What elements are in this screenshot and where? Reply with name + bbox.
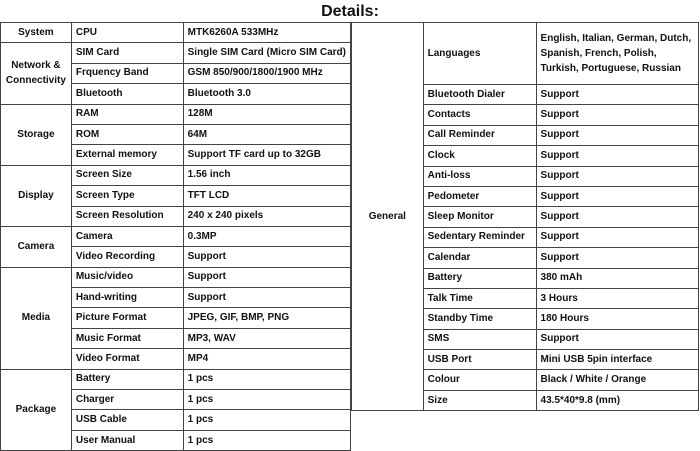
- spec-value: Support: [536, 329, 698, 349]
- spec-key: External memory: [71, 145, 183, 165]
- spec-key: Camera: [71, 226, 183, 246]
- spec-value: Black / White / Orange: [536, 370, 698, 390]
- spec-key: Clock: [423, 146, 536, 166]
- table-row: [1, 226, 351, 246]
- spec-value: 1 pcs: [183, 410, 350, 430]
- spec-key: User Manual: [71, 430, 183, 450]
- spec-key: SIM Card: [71, 43, 183, 63]
- spec-value: JPEG, GIF, BMP, PNG: [183, 308, 350, 328]
- spec-key: CPU: [71, 23, 183, 43]
- spec-key: Hand-writing: [71, 288, 183, 308]
- spec-key: Music/video: [71, 267, 183, 287]
- spec-value: Mini USB 5pin interface: [536, 350, 698, 370]
- table-row: [1, 267, 351, 287]
- spec-key: Colour: [423, 370, 536, 390]
- spec-key: USB Cable: [71, 410, 183, 430]
- spec-value: Support: [536, 248, 698, 268]
- table-row: [1, 43, 351, 63]
- spec-key: Picture Format: [71, 308, 183, 328]
- spec-key: Call Reminder: [423, 125, 536, 145]
- spec-key: Size: [423, 390, 536, 410]
- spec-value: 240 x 240 pixels: [183, 206, 350, 226]
- group-label: Media: [1, 267, 72, 369]
- spec-key: Video Format: [71, 349, 183, 369]
- group-label: Display: [1, 165, 72, 226]
- table-row: [1, 104, 351, 124]
- spec-value: 1 pcs: [183, 390, 350, 410]
- spec-key: Talk Time: [423, 288, 536, 308]
- spec-value: 0.3MP: [183, 226, 350, 246]
- spec-value: GSM 850/900/1800/1900 MHz: [183, 63, 350, 83]
- spec-value: Support: [536, 227, 698, 247]
- spec-key: Standby Time: [423, 309, 536, 329]
- spec-key: Calendar: [423, 248, 536, 268]
- table-row: [1, 165, 351, 185]
- spec-key: Sleep Monitor: [423, 207, 536, 227]
- spec-key: Screen Size: [71, 165, 183, 185]
- spec-key: Music Format: [71, 328, 183, 348]
- page-title: Details:: [321, 3, 379, 20]
- spec-value: Support: [183, 267, 350, 287]
- spec-key: RAM: [71, 104, 183, 124]
- spec-value: English, Italian, German, Dutch, Spanish, French, Polish, Turkish, Portuguese, Russian: [536, 23, 698, 85]
- spec-key: Sedentary Reminder: [423, 227, 536, 247]
- table-row: [1, 369, 351, 389]
- spec-value: MP4: [183, 349, 350, 369]
- spec-value: 64M: [183, 124, 350, 144]
- spec-value: 128M: [183, 104, 350, 124]
- spec-value: 3 Hours: [536, 288, 698, 308]
- spec-key: Battery: [71, 369, 183, 389]
- spec-value: Support TF card up to 32GB: [183, 145, 350, 165]
- spec-key: Charger: [71, 390, 183, 410]
- spec-key: Anti-loss: [423, 166, 536, 186]
- spec-key: Bluetooth: [71, 84, 183, 104]
- spec-key: Screen Resolution: [71, 206, 183, 226]
- spec-value: Support: [536, 207, 698, 227]
- table-row: [1, 23, 351, 43]
- spec-value: 1.56 inch: [183, 165, 350, 185]
- spec-value: MTK6260A 533MHz: [183, 23, 350, 43]
- spec-key: Pedometer: [423, 186, 536, 206]
- spec-key: Battery: [423, 268, 536, 288]
- spec-key: Contacts: [423, 105, 536, 125]
- spec-value: Support: [536, 105, 698, 125]
- spec-value: Support: [536, 125, 698, 145]
- group-label: Package: [1, 369, 72, 451]
- spec-value: Support: [183, 288, 350, 308]
- spec-value: 180 Hours: [536, 309, 698, 329]
- spec-value: Support: [536, 85, 698, 105]
- spec-value: TFT LCD: [183, 186, 350, 206]
- spec-key: Video Recording: [71, 247, 183, 267]
- spec-key: Bluetooth Dialer: [423, 85, 536, 105]
- spec-key: Screen Type: [71, 186, 183, 206]
- spec-value: 1 pcs: [183, 430, 350, 450]
- group-label: General: [352, 23, 424, 411]
- spec-value: Support: [536, 146, 698, 166]
- spec-key: Frquency Band: [71, 63, 183, 83]
- spec-key: ROM: [71, 124, 183, 144]
- group-label: System: [1, 23, 72, 43]
- spec-value: Support: [536, 186, 698, 206]
- spec-key: SMS: [423, 329, 536, 349]
- spec-value: 380 mAh: [536, 268, 698, 288]
- group-label: Camera: [1, 226, 72, 267]
- group-label: Network & Connectivity: [1, 43, 72, 104]
- spec-value: 1 pcs: [183, 369, 350, 389]
- spec-table-left: [0, 22, 351, 451]
- spec-value: Support: [536, 166, 698, 186]
- spec-value: Support: [183, 247, 350, 267]
- spec-key: USB Port: [423, 350, 536, 370]
- table-row: [352, 23, 699, 85]
- spec-table-right: [351, 22, 699, 411]
- spec-key: Languages: [423, 23, 536, 85]
- spec-value: Bluetooth 3.0: [183, 84, 350, 104]
- spec-value: 43.5*40*9.8 (mm): [536, 390, 698, 410]
- group-label: Storage: [1, 104, 72, 165]
- spec-value: MP3, WAV: [183, 328, 350, 348]
- spec-value: Single SIM Card (Micro SIM Card): [183, 43, 350, 63]
